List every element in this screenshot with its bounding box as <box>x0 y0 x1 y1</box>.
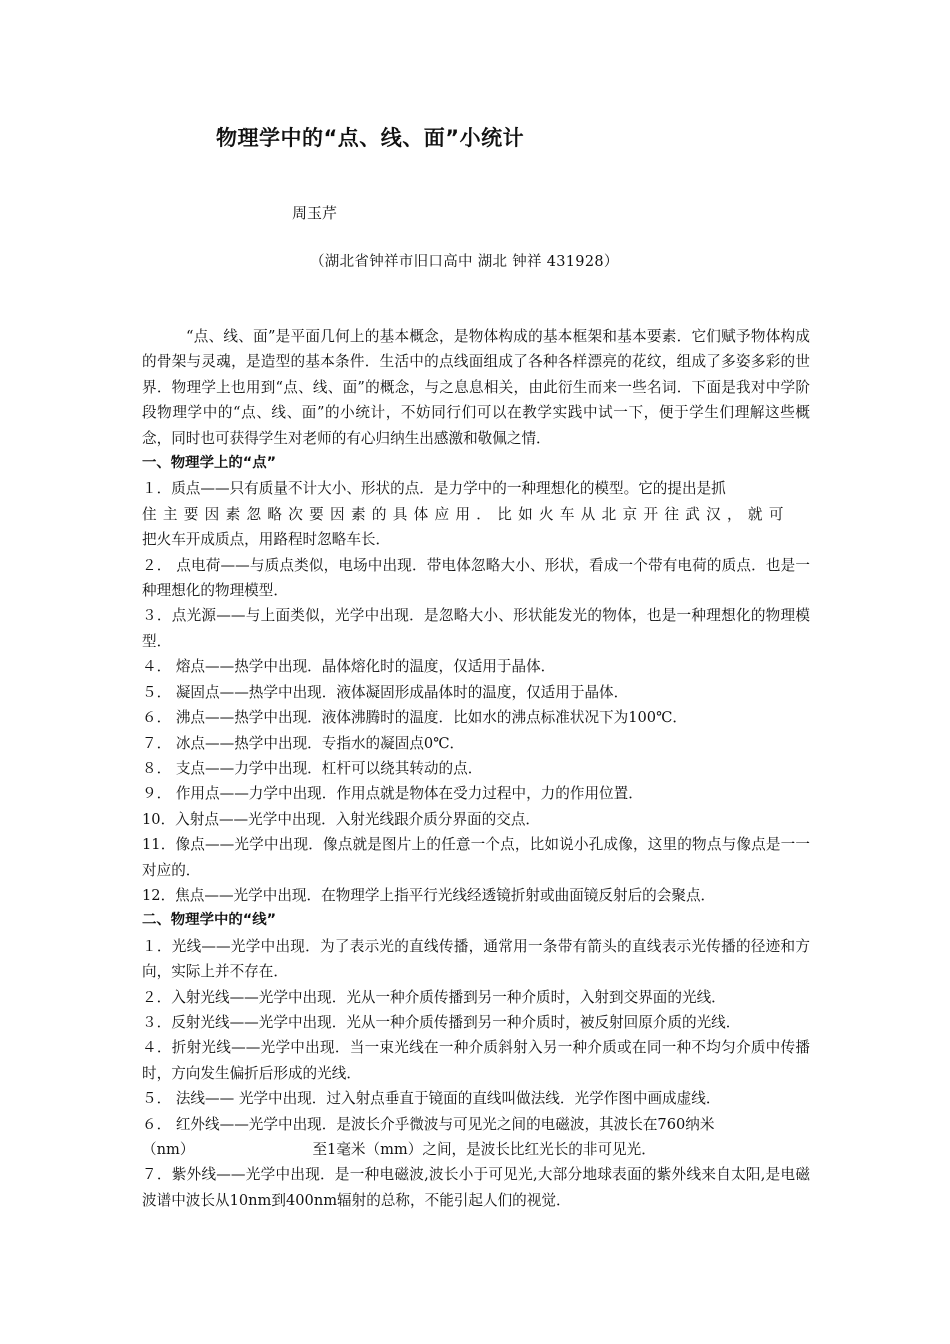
list-item: １．质点——只有质量不计大小、形状的点．是力学中的一种理想化的模型。它的提出是抓 <box>142 480 726 498</box>
list-item: ６． 红外线——光学中出现．是波长介乎微波与可见光之间的电磁波，其波长在760纳米 <box>142 1115 715 1133</box>
list-item: １．光线——光学中出现．为了表示光的直线传播，通常用一条带有箭头的直线表示光传播的径迹和方向，实际上并不存在． <box>142 937 810 981</box>
document-title: 物理学中的“点、线、面”小统计 <box>216 126 525 150</box>
wavelength-range: 至1毫米（mm）之间，是波长比红光长的非可见光． <box>312 1141 656 1158</box>
list-item-continuation <box>142 1137 810 1162</box>
intro-paragraph: “点、线、面”是平面几何上的基本概念，是物体构成的基本框架和基本要素．它们赋予物体构成的骨架与灵魂，是造型的基本条件．生活中的点线面组成了各种各样漂亮的花纹，组成了多姿多彩的世界．物理学上也用到“点、线、面”的概念，与之息息相关，由此衍生而来一些名词．下面是我对中学阶段物理学中的“点、线、面”的小统计，不妨同行们可以在教学实践中试一下，便于学生们理解这些概念，同时也可获得学生对老师的有心归纳生出感激和敬佩之情． <box>142 328 810 447</box>
article-body <box>142 324 810 1213</box>
list-item: 10．入射点——光学中出现．入射光线跟介质分界面的交点． <box>142 810 541 828</box>
list-item-continuation: 把火车开成质点，用路程时忽略车长． <box>142 531 391 549</box>
list-item: ８． 支点——力学中出现．杠杆可以绕其转动的点． <box>142 759 483 777</box>
list-item: ４．折射光线——光学中出现．当一束光线在一种介质斜射入另一种介质或在同一种不均匀介质中传播时，方向发生偏折后形成的光线． <box>142 1039 810 1082</box>
list-item: ７．紫外线——光学中出现．是一种电磁波,波长小于可见光,大部分地球表面的紫外线来自太阳,是电磁波谱中波长从10nm到400nm辐射的总称，不能引起人们的视觉． <box>142 1166 810 1209</box>
list-item: ６． 沸点——热学中出现．液体沸腾时的温度．比如水的沸点标准状况下为100℃． <box>142 709 688 727</box>
list-item: ３．点光源——与上面类似，光学中出现．是忽略大小、形状能发光的物体，也是一种理想化的物理模型． <box>142 607 810 650</box>
list-item: ２．入射光线——光学中出现．光从一种介质传播到另一种介质时，入射到交界面的光线． <box>142 988 726 1006</box>
list-item: ２． 点电荷——与质点类似，电场中出现．带电体忽略大小、形状，看成一个带有电荷的质点．也是一种理想化的物理模型． <box>142 556 810 600</box>
list-item: ５． 法线—— 光学中出现．过入射点垂直于镜面的直线叫做法线．光学作图中画成虚线． <box>142 1090 721 1108</box>
author-affiliation: （湖北省钟祥市旧口高中 湖北 钟祥 431928） <box>310 254 619 270</box>
list-item: ３．反射光线——光学中出现．光从一种介质传播到另一种介质时，被反射回原介质的光线． <box>142 1013 741 1031</box>
section-heading-lines: 二、物理学中的“线” <box>142 912 277 929</box>
list-item: ９． 作用点——力学中出现．作用点就是物体在受力过程中，力的作用位置． <box>142 785 643 803</box>
list-item: ７． 冰点——热学中出现．专指水的凝固点0℃． <box>142 734 465 752</box>
list-item: 12．焦点——光学中出现．在物理学上指平行光线经透镜折射或曲面镜反射后的会聚点． <box>142 886 716 904</box>
list-item: ４． 熔点——热学中出现．晶体熔化时的温度，仅适用于晶体． <box>142 658 556 676</box>
section-heading-points: 一、物理学上的“点” <box>142 455 277 472</box>
author-name: 周玉芹 <box>292 204 338 222</box>
list-item: 11．像点——光学中出现．像点就是图片上的任意一个点，比如说小孔成像，这里的物点与像点是一一对应的． <box>142 836 810 879</box>
unit-abbrev: （nm） <box>142 1141 195 1158</box>
list-item-continuation: 住主要因素忽略次要因素的具体应用．比如火车从北京开往武汉，就可 <box>142 505 790 523</box>
list-item: ５． 凝固点——热学中出现．液体凝固形成晶体时的温度，仅适用于晶体． <box>142 683 629 701</box>
